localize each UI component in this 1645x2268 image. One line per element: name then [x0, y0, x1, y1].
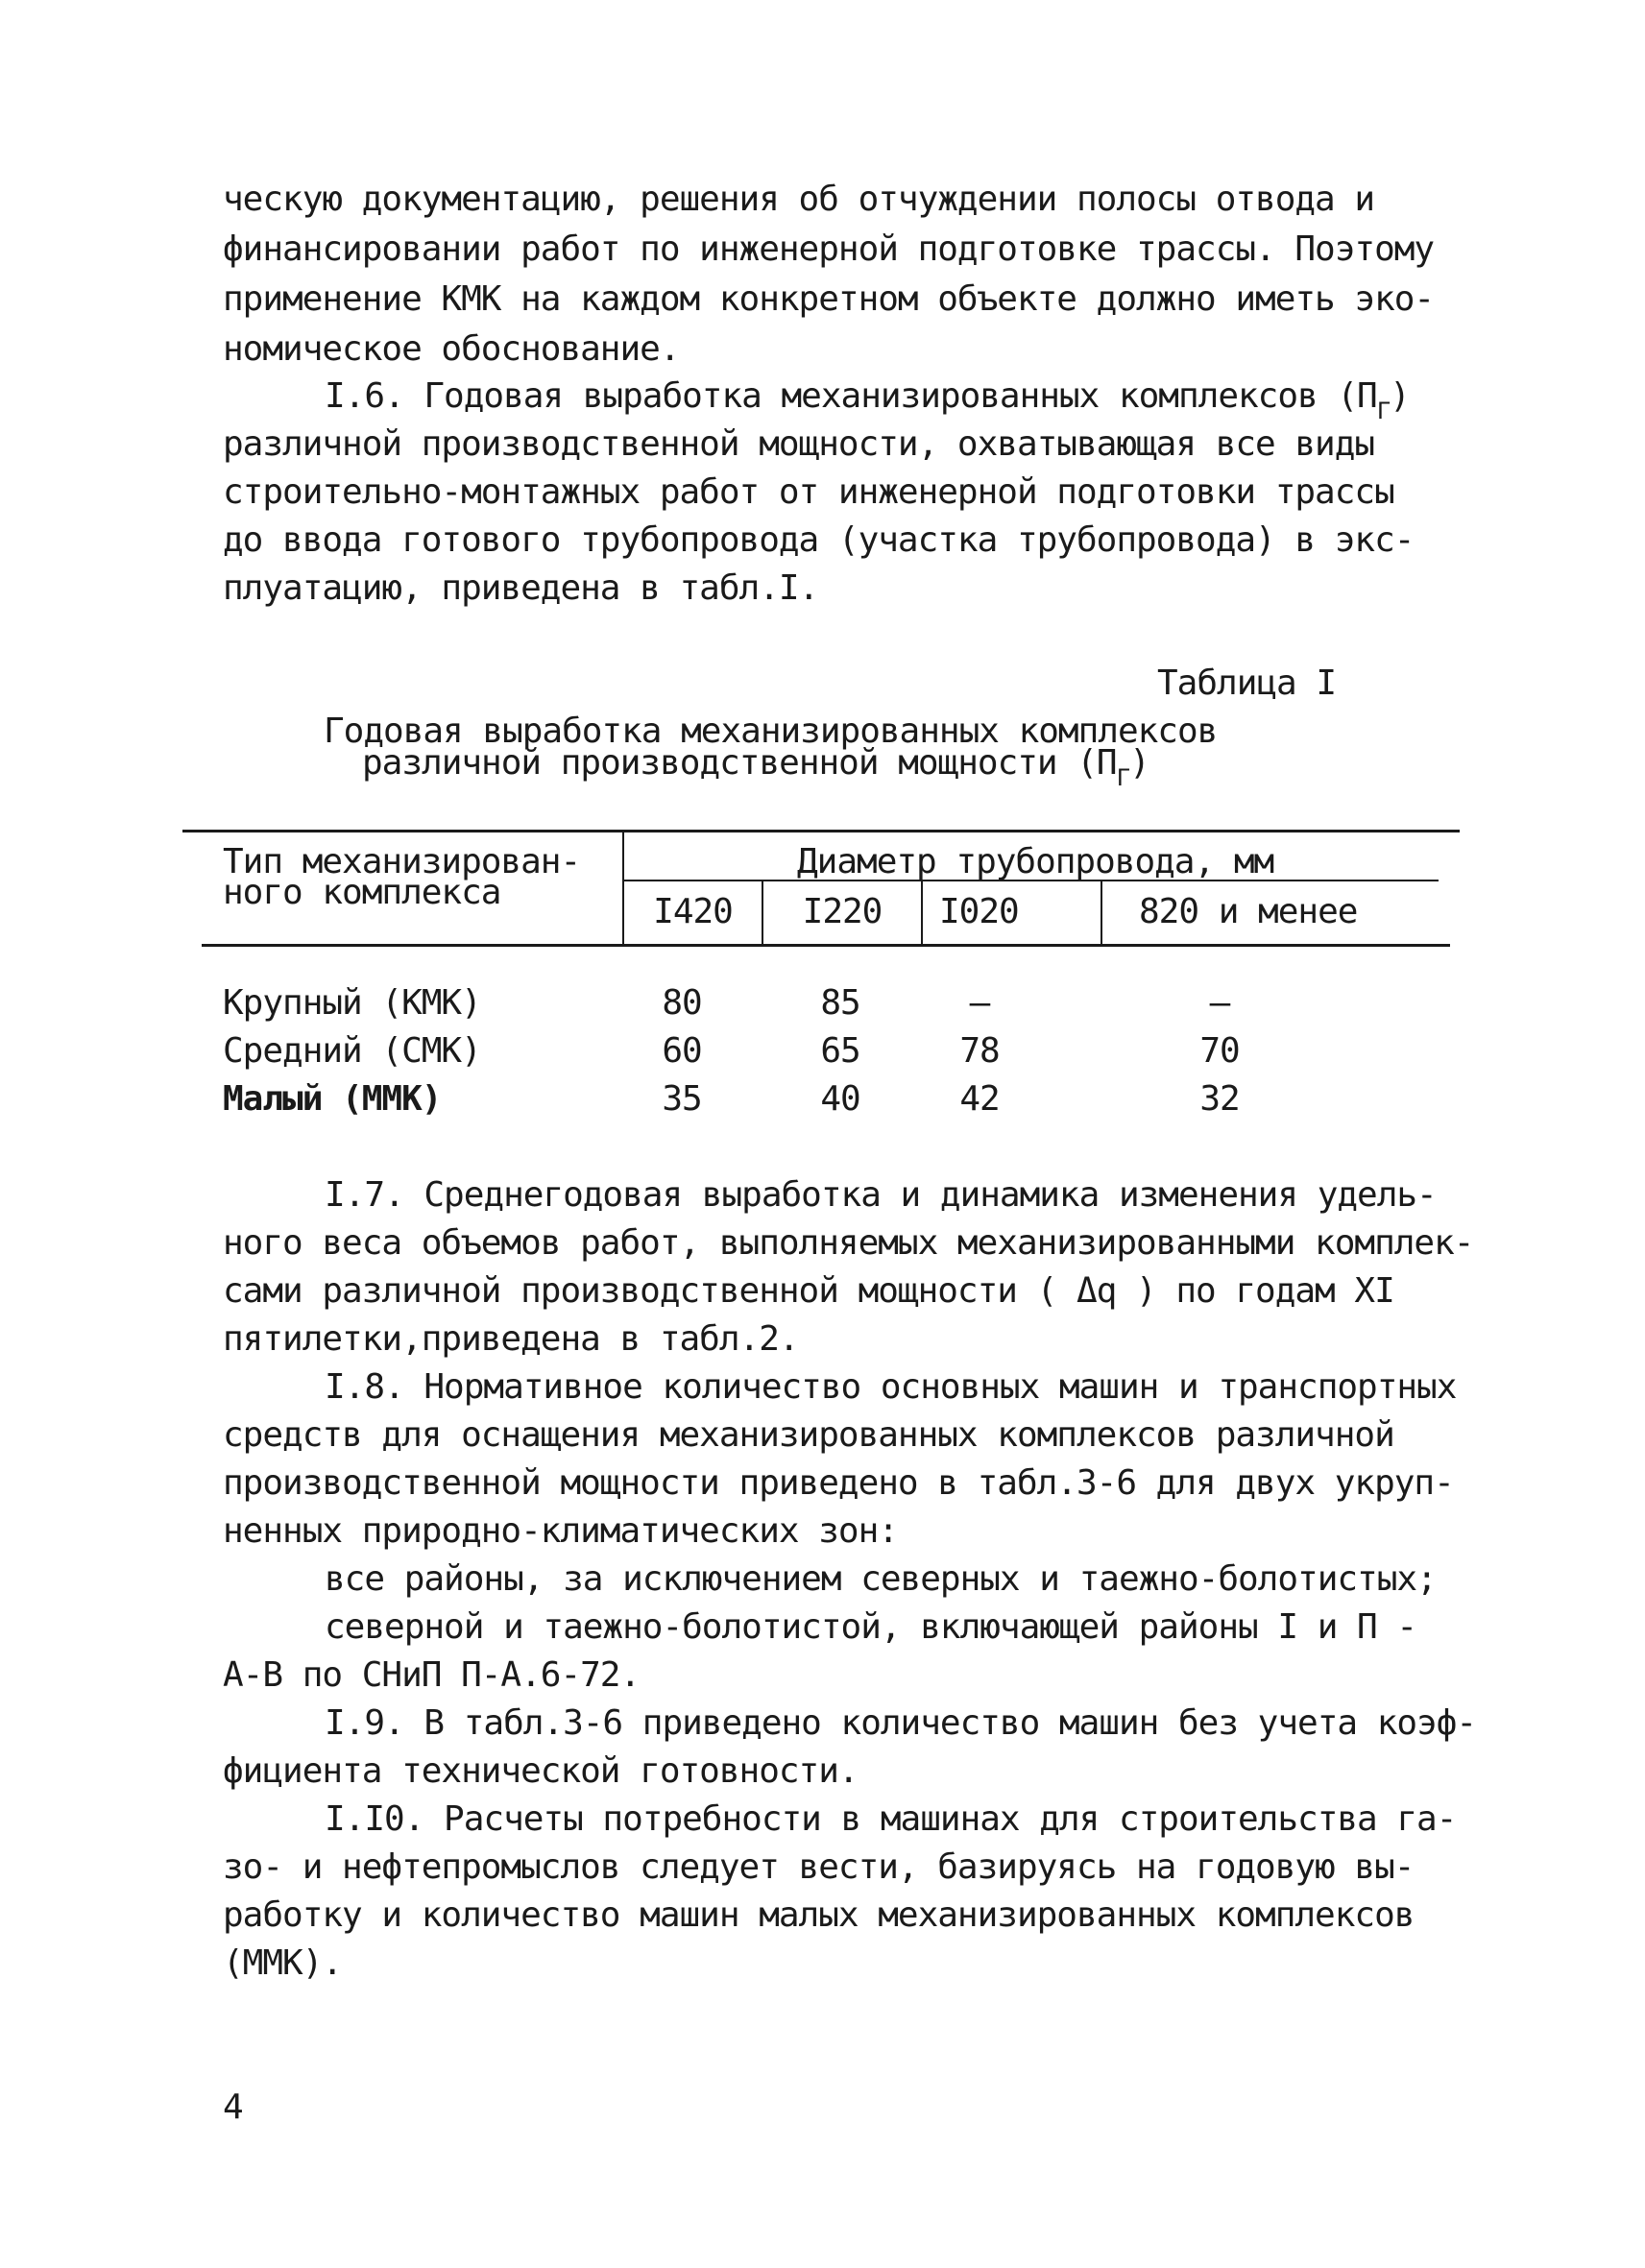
- table-title-line-2: [362, 743, 1149, 791]
- text-line: I.I0. Расчеты потребности в машинах для строительства га-: [325, 1799, 1457, 1839]
- table-cell: –: [969, 983, 990, 1023]
- text-line: строительно-монтажных работ от инженерной подготовки трассы: [223, 472, 1394, 512]
- table-header-rule: [202, 944, 1450, 947]
- text-line: применение КМК на каждом конкретном объекте должно иметь эко-: [223, 279, 1435, 319]
- col-group-header: Диаметр трубопровода, мм: [797, 842, 1274, 881]
- col-type-header-line-1: Тип механизирован-: [223, 842, 581, 881]
- table-cell: 70: [1199, 1031, 1240, 1071]
- text-line: зо- и нефтепромыслов следует вести, базируясь на годовую вы-: [223, 1847, 1415, 1887]
- table-label: Таблица I: [1157, 664, 1337, 703]
- text-line: финансировании работ по инженерной подготовке трассы. Поэтому: [223, 229, 1435, 269]
- table-cell: 78: [959, 1031, 1000, 1071]
- col-diameter-1420: I420: [653, 892, 733, 931]
- table-col-divider: [921, 881, 923, 945]
- table-col-divider: [1101, 881, 1102, 945]
- table-cell: 42: [959, 1079, 1000, 1119]
- page-number: 4: [223, 2087, 243, 2127]
- para-16-line-1: I.6. Годовая выработка механизированных комплексов (П: [325, 376, 1377, 416]
- table-title-text: различной производственной мощности (П: [362, 743, 1117, 783]
- table-cell: 32: [1199, 1079, 1240, 1119]
- close-paren: ): [1390, 376, 1410, 416]
- text-line: пятилетки,приведена в табл.2.: [223, 1319, 799, 1359]
- text-line: [325, 376, 1410, 424]
- text-line: все районы, за исключением северных и таежно-болотистых;: [325, 1559, 1437, 1599]
- col-diameter-820: 820 и менее: [1139, 892, 1358, 931]
- table-cell: –: [1209, 983, 1230, 1023]
- table-cell: 35: [662, 1079, 702, 1119]
- row-name: Средний (СМК): [223, 1031, 481, 1071]
- col-diameter-1220: I220: [802, 892, 883, 931]
- text-line: средств для оснащения механизированных комплексов различной: [223, 1415, 1394, 1455]
- text-line: I.8. Нормативное количество основных машин и транспортных: [325, 1367, 1457, 1407]
- close-paren: ): [1129, 743, 1149, 783]
- table-cell: 60: [662, 1031, 702, 1071]
- text-line: до ввода готового трубопровода (участка трубопровода) в экс-: [223, 520, 1415, 560]
- col-diameter-1020: I020: [939, 892, 1019, 931]
- text-line: работку и количество машин малых механизированных комплексов: [223, 1895, 1415, 1935]
- row-name: Малый (ММК): [223, 1079, 442, 1119]
- text-line: производственной мощности приведено в табл.3-6 для двух укруп-: [223, 1463, 1454, 1503]
- table-title-line-1: Годовая выработка механизированных комплексов: [324, 712, 1218, 751]
- table-cell: 85: [820, 983, 860, 1023]
- text-line: ческую документацию, решения об отчуждении полосы отвода и: [223, 180, 1375, 219]
- table-cell: 40: [820, 1079, 860, 1119]
- row-name: Крупный (КМК): [223, 983, 481, 1023]
- table-cell: 65: [820, 1031, 860, 1071]
- text-line: I.7. Среднегодовая выработка и динамика изменения удель-: [325, 1175, 1437, 1215]
- subscript: Г: [1116, 764, 1130, 791]
- text-line: (ММК).: [223, 1943, 343, 1983]
- text-line: сами различной производственной мощности ( Δq ) по годам XI: [223, 1271, 1394, 1311]
- text-line: северной и таежно-болотистой, включающей районы I и П -: [325, 1607, 1417, 1647]
- text-line: различной производственной мощности, охватывающая все виды: [223, 424, 1375, 464]
- text-line: номическое обоснование.: [223, 329, 680, 369]
- text-line: фициента технической готовности.: [223, 1751, 859, 1791]
- text-line: ненных природно-климатических зон:: [223, 1511, 898, 1551]
- text-line: ного веса объемов работ, выполняемых механизированными комплек-: [223, 1223, 1474, 1263]
- text-line: А-В по СНиП П-А.6-72.: [223, 1655, 641, 1695]
- text-line: плуатацию, приведена в табл.I.: [223, 568, 819, 608]
- table-cell: 80: [662, 983, 702, 1023]
- table-top-rule: [182, 830, 1460, 832]
- subscript: Г: [1376, 398, 1391, 424]
- col-type-header-line-2: ного комплекса: [223, 873, 501, 912]
- text-line: I.9. В табл.3-6 приведено количество машин без учета коэф-: [325, 1703, 1477, 1743]
